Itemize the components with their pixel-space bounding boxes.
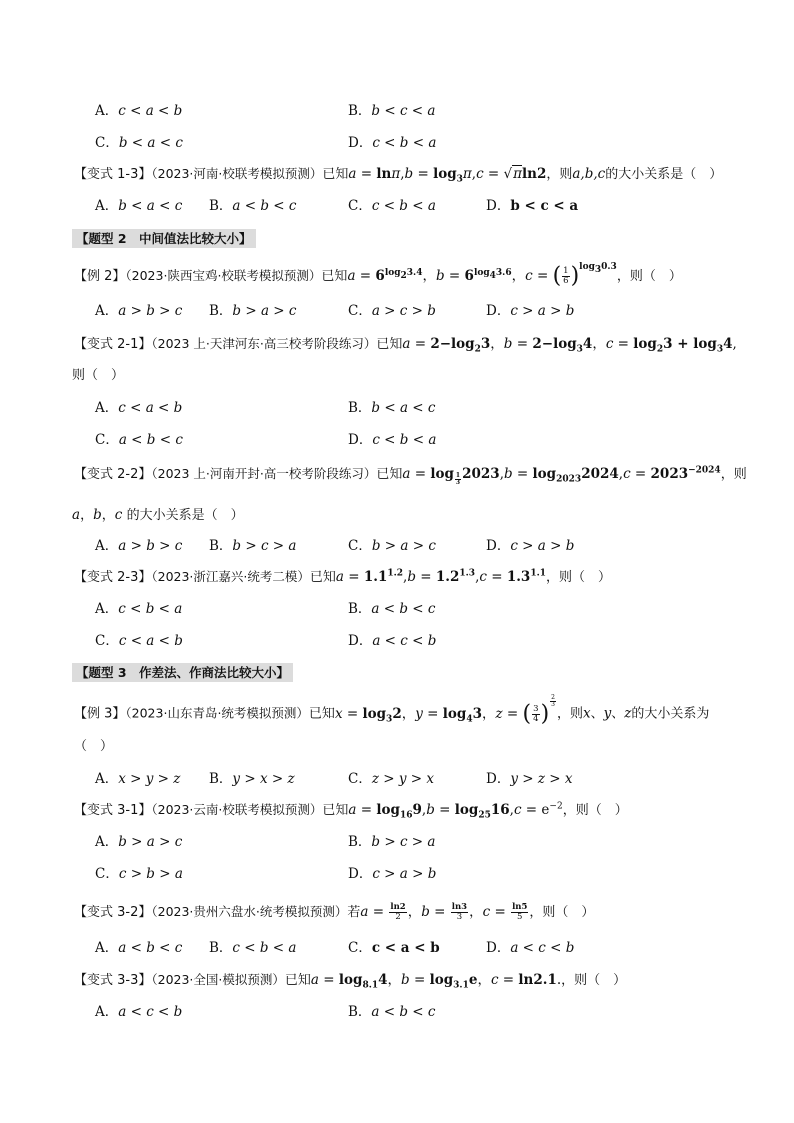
option-b[interactable]: B．b > a > c [209, 303, 297, 319]
option-b[interactable]: B．a < b < c [348, 601, 436, 617]
option-a[interactable]: A．a > b > c [95, 538, 183, 554]
question-variant-3-2: 【变式 3-2】（2023·贵州六盘水·统考模拟预测）若a = $\frac{\ln 2}{2}$ ，b = $\frac{\ln 3}{3}$ ，c = $\frac{\ln 5}{5}$ ，则（ ） [74, 902, 595, 922]
option-a[interactable]: A．a < b < c [95, 940, 183, 956]
option-d[interactable]: D．c > a > b [486, 538, 575, 554]
option-c[interactable]: C．b < a < c [95, 135, 183, 151]
question-variant-2-1: 【变式 2-1】（2023 上·天津河东·高三校考阶段练习）已知$a = 2-\log_23$，$b = 2-\log_34$，$c = \log_23 + \log_34$, [74, 336, 737, 355]
option-d[interactable]: D．c < b < a [348, 432, 437, 448]
option-c[interactable]: C．c < b < a [348, 198, 436, 214]
question-variant-2-2: 【变式 2-2】（2023 上·河南开封·高一校考阶段练习）已知a = log $_{\frac{1}{3}}$ $2023,b = \log_{2023}2024,c = 2023^{-2024}$，则 [74, 465, 747, 486]
option-c[interactable]: C．a > c > b [348, 303, 436, 319]
option-b[interactable]: B．b > c > a [348, 834, 436, 850]
formula: a = $\frac{\ln 2}{2}$ ，b = $\frac{\ln 3}{3}$ ，c = $\frac{\ln 5}{5}$ [360, 902, 528, 922]
option-a[interactable]: A．c < b < a [95, 601, 183, 617]
option-b[interactable]: B．b < c < a [348, 103, 436, 119]
option-c[interactable]: C．c < a < b [348, 940, 440, 956]
option-a[interactable]: A．a < c < b [95, 1004, 183, 1020]
option-d[interactable]: D．a < c < b [486, 940, 575, 956]
question-continuation: a，b，c 的大小关系是（ ） [72, 507, 244, 523]
option-c[interactable]: C．c > b > a [95, 866, 183, 882]
option-b[interactable]: B．y > x > z [209, 771, 295, 787]
option-b[interactable]: B．a < b < c [209, 198, 297, 214]
option-c[interactable]: C．c < a < b [95, 633, 183, 649]
question-continuation: （ ） [74, 739, 114, 754]
option-b[interactable]: B．b > c > a [209, 538, 297, 554]
formula: $a = \log_{16}9,b = \log_{25}16,c = e^{-2}$ [348, 801, 563, 821]
option-a[interactable]: A．x > y > z [95, 771, 181, 787]
option-a[interactable]: A．a > b > c [95, 303, 183, 319]
formula: $a = 6^{log_23.4}$，$b = 6^{log_43.6}$，c = ( $\frac{1}{6}$ )$^{log_30.3}$ [347, 261, 617, 289]
option-c[interactable]: C．a < b < c [95, 432, 183, 448]
formula: $a = 2-\log_23$，$b = 2-\log_34$，$c = \log_23 + \log_34$, [402, 336, 737, 355]
option-d[interactable]: D．c > a > b [348, 866, 437, 882]
option-b[interactable]: B．c < b < a [209, 940, 297, 956]
option-c[interactable]: C．z > y > x [348, 771, 434, 787]
option-d[interactable]: D．c > a > b [486, 303, 575, 319]
question-example-2: 【例 2】（2023·陕西宝鸡·校联考模拟预测）已知$a = 6^{log_23.4}$，$b = 6^{log_43.6}$，c = ( $\frac{1}{6}$ )$^{log_30.3}$，则（ ） [74, 261, 682, 289]
section-header-type-2: 【题型 2 中间值法比较大小】 [72, 229, 256, 248]
option-d[interactable]: D．a < c < b [348, 633, 437, 649]
option-b[interactable]: B．a < b < c [348, 1004, 436, 1020]
option-a[interactable]: A．c < a < b [95, 103, 183, 119]
question-variant-1-3: 【变式 1-3】（2023·河南·校联考模拟预测）已知$a = \ln\pi,b = \log_3\pi,c = √\pi\ln 2$，则a,b,c的大小关系是（ ） [74, 166, 723, 185]
question-variant-2-3: 【变式 2-3】（2023·浙江嘉兴·统考二模）已知$a = 1.1^{1.2},b = 1.2^{1.3},c = 1.3^{1.1}$，则（ ） [74, 568, 612, 585]
option-a[interactable]: A．b < a < c [95, 198, 183, 214]
formula: $a = \ln\pi,b = \log_3\pi,c = √\pi\ln 2$ [348, 166, 547, 185]
question-continuation: 则（ ） [72, 368, 125, 383]
formula: a = log $_{\frac{1}{3}}$ $2023,b = \log_{2023}2024,c = 2023^{-2024}$ [402, 465, 721, 486]
option-c[interactable]: C．b > a > c [348, 538, 436, 554]
section-header-type-3: 【题型 3 作差法、作商法比较大小】 [72, 663, 293, 682]
formula: $x = \log_32$，$y = \log_43$，z = ( $\frac{3}{4}$ ) $^{\frac{2}{3}}$ [334, 694, 555, 726]
question-variant-3-3: 【变式 3-3】（2023·全国·模拟预测）已知$a = \log_{8.1}4$，$b = \log_{3.1}e$，c = ln2.1.，则（ ） [74, 972, 627, 991]
option-d[interactable]: D．y > z > x [486, 771, 573, 787]
formula: $a = 1.1^{1.2},b = 1.2^{1.3},c = 1.3^{1.1}$ [335, 568, 547, 585]
question-variant-3-1: 【变式 3-1】（2023·云南·校联考模拟预测）已知$a = \log_{16}9,b = \log_{25}16,c = e^{-2}$，则（ ） [74, 801, 628, 821]
option-b[interactable]: B．b < a < c [348, 400, 436, 416]
formula: $a = \log_{8.1}4$，$b = \log_{3.1}e$，c = ln2.1. [310, 972, 562, 991]
option-d[interactable]: D．b < c < a [486, 198, 579, 214]
option-d[interactable]: D．c < b < a [348, 135, 437, 151]
question-example-3: 【例 3】（2023·山东青岛·统考模拟预测）已知$x = \log_32$，$y = \log_43$，z = ( $\frac{3}{4}$ ) $^{\frac{2}{3}}$ ，则x、y、z的大小关系为 [74, 694, 710, 726]
option-a[interactable]: A．b > a > c [95, 834, 183, 850]
option-a[interactable]: A．c < a < b [95, 400, 183, 416]
